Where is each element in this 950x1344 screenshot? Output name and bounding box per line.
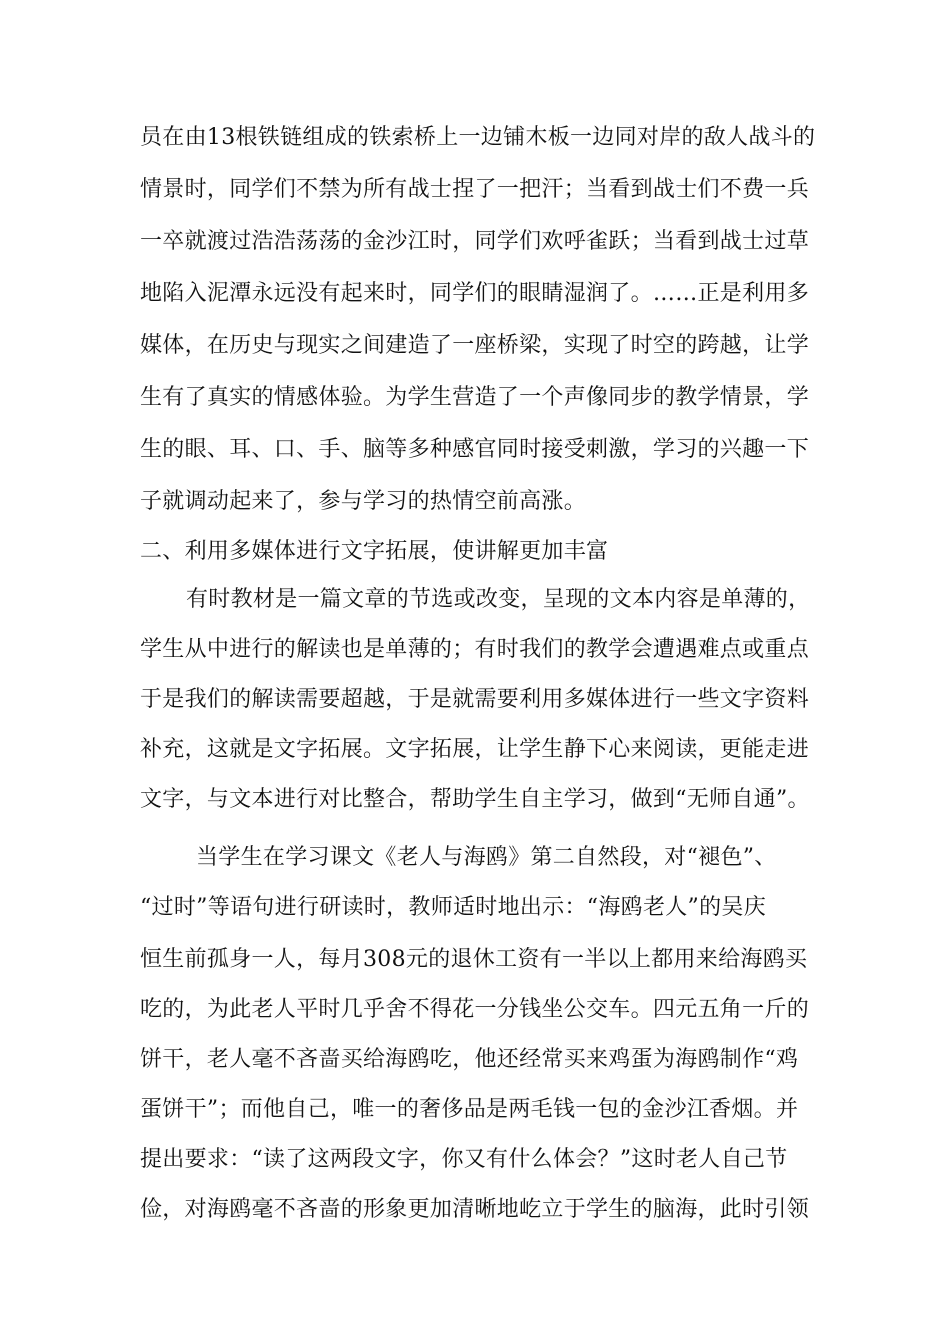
text-line: 媒体，在历史与现实之间建造了一座桥梁，实现了时空的跨越，让学 [140, 333, 810, 358]
text-line: 学生从中进行的解读也是单薄的；有时我们的教学会遭遇难点或重点 [140, 637, 810, 662]
section-heading: 二、利用多媒体进行文字拓展，使讲解更加丰富 [140, 539, 609, 564]
text-line: 子就调动起来了，参与学习的热情空前高涨。 [140, 489, 587, 514]
text-line: 文字，与文本进行对比整合，帮助学生自主学习，做到“无师自通”。 [140, 787, 810, 812]
text-line: 提出要求：“读了这两段文字，你又有什么体会？”这时老人自己节 [140, 1147, 788, 1172]
text-line: 饼干，老人毫不吝啬买给海鸥吃，他还经常买来鸡蛋为海鸥制作“鸡 [140, 1047, 799, 1072]
text-line: 于是我们的解读需要超越，于是就需要利用多媒体进行一些文字资料 [140, 687, 810, 712]
text-line: 生有了真实的情感体验。为学生营造了一个声像同步的教学情景，学 [140, 385, 810, 410]
text-line: 情景时，同学们不禁为所有战士捏了一把汗；当看到战士们不费一兵 [140, 177, 810, 202]
paragraph-first-line: 当学生在学习课文《老人与海鸥》第二自然段，对“褪色”、 [196, 845, 777, 870]
text-line: 蛋饼干”；而他自己，唯一的奢侈品是两毛钱一包的金沙江香烟。并 [140, 1097, 799, 1122]
text-line: “过时”等语句进行研读时，教师适时地出示：“海鸥老人”的吴庆 [140, 895, 766, 920]
text-line: 恒生前孤身一人，每月308元的退休工资有一半以上都用来给海鸥买 [140, 947, 808, 972]
text-line: 一卒就渡过浩浩荡荡的金沙江时，同学们欢呼雀跃；当看到战士过草 [140, 229, 810, 254]
text-line: 吃的，为此老人平时几乎舍不得花一分钱坐公交车。四元五角一斤的 [140, 997, 810, 1022]
text-line: 补充，这就是文字拓展。文字拓展，让学生静下心来阅读，更能走进 [140, 737, 810, 762]
text-line: 员在由13根铁链组成的铁索桥上一边铺木板一边同对岸的敌人战斗的 [140, 125, 816, 150]
text-line: 地陷入泥潭永远没有起来时，同学们的眼睛湿润了。……正是利用多 [140, 281, 810, 306]
text-line: 生的眼、耳、口、手、脑等多种感官同时接受刺激，学习的兴趣一下 [140, 437, 810, 462]
paragraph-first-line: 有时教材是一篇文章的节选或改变，呈现的文本内容是单薄的， [186, 587, 811, 612]
text-line: 俭，对海鸥毫不吝啬的形象更加清晰地屹立于学生的脑海，此时引领 [140, 1197, 810, 1222]
